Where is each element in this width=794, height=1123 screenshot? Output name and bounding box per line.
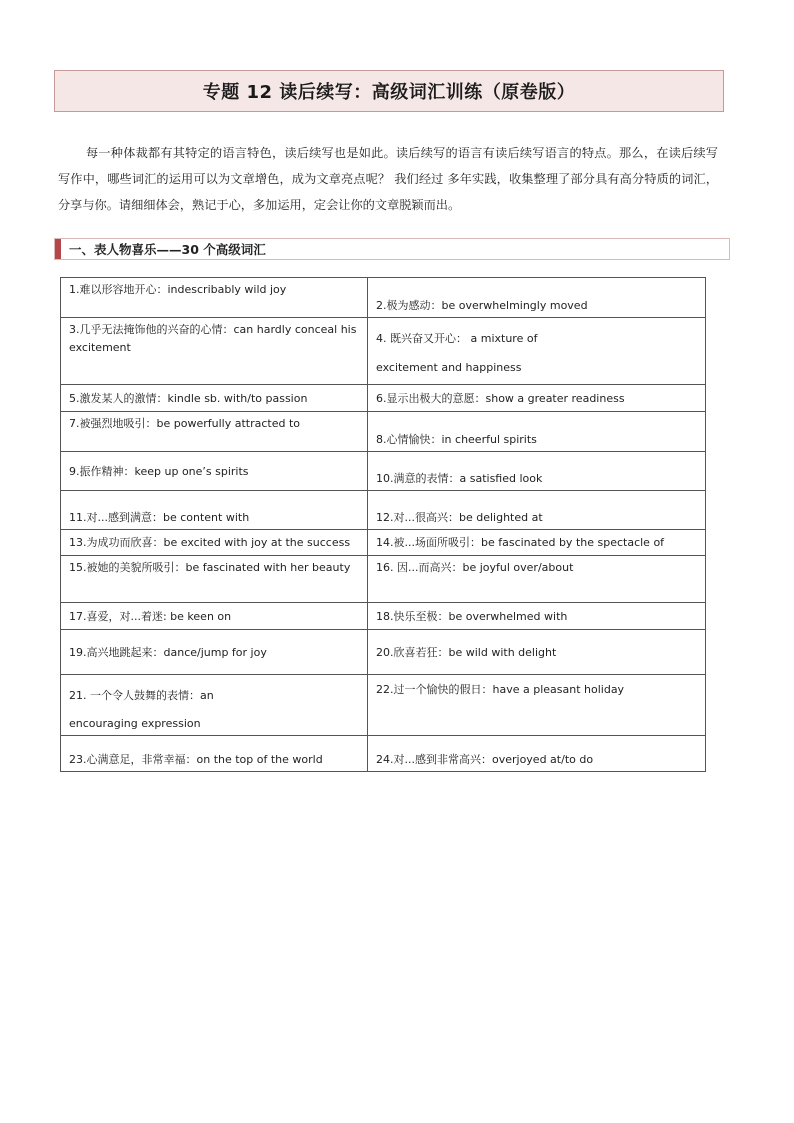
cell-line: 21. 一个令人鼓舞的表情：an [69, 689, 214, 702]
section-heading [54, 238, 730, 260]
table-cell: 11.对...感到满意：be content with [61, 491, 368, 530]
vocabulary-table [60, 277, 706, 772]
table-row [61, 630, 706, 675]
table-cell: 7.被强烈地吸引：be powerfully attracted to [61, 412, 368, 452]
table-cell: 16. 因...而高兴：be joyful over/about [368, 556, 706, 603]
table-row [61, 603, 706, 630]
cell-line: excitement and happiness [376, 361, 522, 374]
table-cell: 15.被她的美貌所吸引：be fascinated with her beauty [61, 556, 368, 603]
table-cell [368, 318, 706, 385]
table-row [61, 452, 706, 491]
section-heading-label: 一、表人物喜乐——30 个高级词汇 [69, 242, 266, 257]
table-row [61, 736, 706, 772]
table-row [61, 278, 706, 318]
table-row [61, 675, 706, 736]
intro-paragraph: 每一种体裁都有其特定的语言特色，读后续写也是如此。读后续写的语言有读后续写语言的特点。那么，在读后续写写作中，哪些词汇的运用可以为文章增色，成为文章亮点呢？ 我们经过 多年实践，收集整理了部分具有高分特质的词汇，分享与你。请细细体会，熟记于心，多加运用，定会让你的文章脱颖而出。 [58, 146, 718, 212]
table-cell: 23.心满意足，非常幸福：on the top of the world [61, 736, 368, 772]
table-row [61, 530, 706, 556]
table-cell: 17.喜爱，对...着迷: be keen on [61, 603, 368, 630]
table-cell: 12.对...很高兴：be delighted at [368, 491, 706, 530]
table-row [61, 491, 706, 530]
table-cell: 24.对...感到非常高兴：overjoyed at/to do [368, 736, 706, 772]
table-row [61, 318, 706, 385]
table-cell: 5.激发某人的激情：kindle sb. with/to passion [61, 385, 368, 412]
table-cell: 10.满意的表情：a satisfied look [368, 452, 706, 491]
table-cell: 18.快乐至极：be overwhelmed with [368, 603, 706, 630]
table-row [61, 412, 706, 452]
table-cell: 14.被...场面所吸引：be fascinated by the spectacle of [368, 530, 706, 556]
table-cell: 6.显示出极大的意愿：show a greater readiness [368, 385, 706, 412]
table-row [61, 556, 706, 603]
table-cell: 3.几乎无法掩饰他的兴奋的心情：can hardly conceal his excitement [61, 318, 368, 385]
table-cell [61, 675, 368, 736]
table-cell: 22.过一个愉快的假日：have a pleasant holiday [368, 675, 706, 736]
table-cell: 19.高兴地跳起来：dance/jump for joy [61, 630, 368, 675]
table-cell: 2.极为感动：be overwhelmingly moved [368, 278, 706, 318]
table-cell: 20.欣喜若狂：be wild with delight [368, 630, 706, 675]
table-cell: 8.心情愉快：in cheerful spirits [368, 412, 706, 452]
table-row [61, 385, 706, 412]
table-cell: 9.振作精神：keep up one’s spirits [61, 452, 368, 491]
cell-line: 4. 既兴奋又开心： a mixture of [376, 332, 538, 345]
table-cell: 1.难以形容地开心：indescribably wild joy [61, 278, 368, 318]
table-cell: 13.为成功而欣喜：be excited with joy at the success [61, 530, 368, 556]
document-title: 专题 12 读后续写：高级词汇训练（原卷版） [54, 70, 724, 112]
cell-line: encouraging expression [69, 717, 201, 730]
